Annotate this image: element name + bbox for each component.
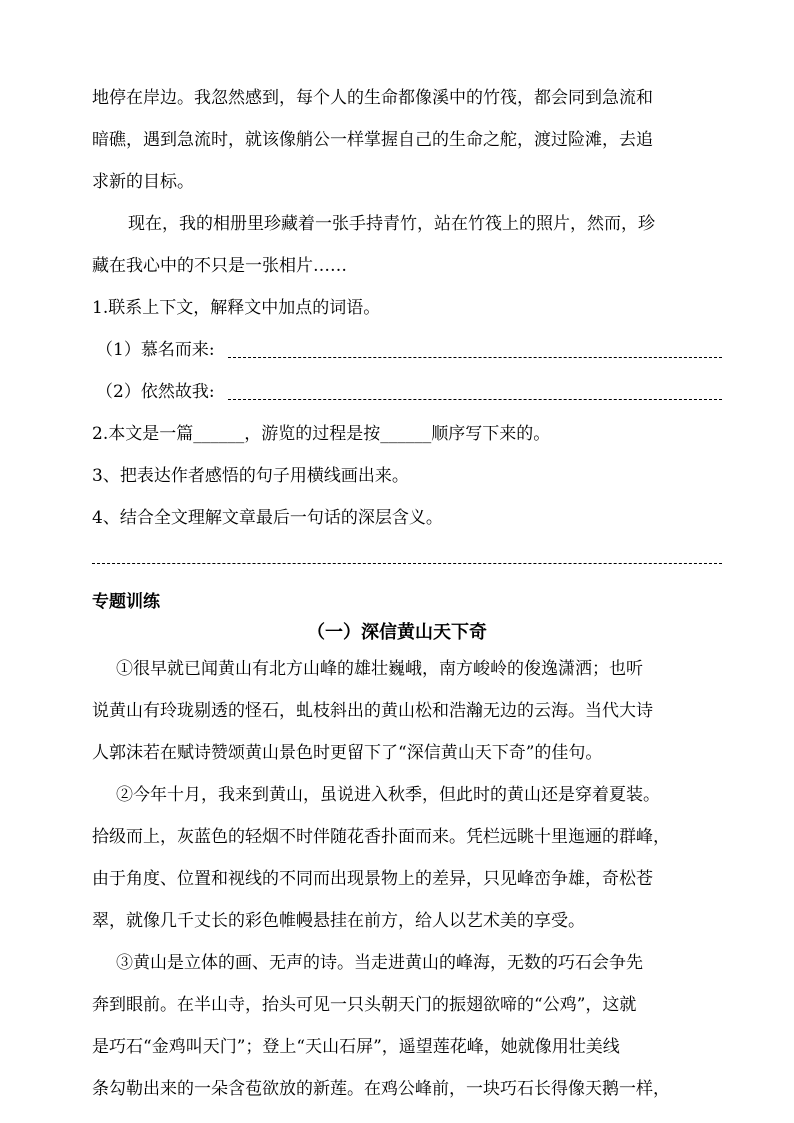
paragraph-line: 由于角度、位置和视线的不同而出现景物上的差异，只见峰峦争雄，奇松苍 [92, 869, 653, 889]
paragraph-line: 说黄山有玲珑剔透的怪石，虬枝斜出的黄山松和浩瀚无边的云海。当代大诗 [92, 701, 653, 721]
paragraph-line: 条勾勒出来的一朵含苞欲放的新莲。在鸡公峰前，一块巧石长得像天鹅一样， [92, 1079, 670, 1099]
paragraph-line: 是巧石“金鸡叫天门”；登上“天山石屏”，遥望莲花峰，她就像用壮美线 [92, 1037, 620, 1057]
paragraph-line: ①很早就已闻黄山有北方山峰的雄壮巍峨，南方峻岭的俊逸潇洒；也听 [116, 659, 643, 679]
question-1a-label: （1）慕名而来: [96, 340, 215, 360]
answer-blank-4[interactable] [92, 563, 722, 564]
paragraph-line: 奔到眼前。在半山寺，抬头可见一只头朝天门的振翅欲啼的“公鸡”，这就 [92, 995, 637, 1015]
question-1: 1.联系上下文，解释文中加点的词语。 [92, 298, 381, 318]
paragraph-line: ②今年十月，我来到黄山，虽说进入秋季，但此时的黄山还是穿着夏装。 [116, 785, 660, 805]
question-2: 2.本文是一篇______，游览的过程是按______顺序写下来的。 [92, 424, 551, 444]
passage-line: 地停在岸边。我忽然感到，每个人的生命都像溪中的竹筏，都会同到急流和 [92, 88, 653, 108]
answer-blank-1b[interactable] [228, 399, 722, 400]
article-title: （一）深信黄山天下奇 [307, 622, 487, 643]
paragraph-line: 拾级而上，灰蓝色的轻烟不时伴随花香扑面而来。凭栏远眺十里迤逦的群峰， [92, 827, 670, 847]
passage-line: 暗礁，遇到急流时，就该像艄公一样掌握自己的生命之舵，渡过险滩，去追 [92, 130, 653, 150]
passage-line: 求新的目标。 [92, 172, 194, 192]
paragraph-line: 翠，就像几千丈长的彩色帷幔悬挂在前方，给人以艺术美的享受。 [92, 911, 585, 931]
question-4: 4、结合全文理解文章最后一句话的深层含义。 [92, 508, 443, 528]
paragraph-line: 人郭沫若在赋诗赞颂黄山景色时更留下了“深信黄山天下奇”的佳句。 [92, 743, 603, 763]
question-1b-label: （2）依然故我: [96, 382, 215, 402]
section-heading: 专题训练 [92, 592, 160, 612]
question-3: 3、把表达作者感悟的句子用横线画出来。 [92, 466, 409, 486]
paragraph-line: ③黄山是立体的画、无声的诗。当走进黄山的峰海，无数的巧石会争先 [116, 953, 643, 973]
passage-line: 现在，我的相册里珍藏着一张手持青竹，站在竹筏上的照片，然而，珍 [128, 214, 655, 234]
answer-blank-1a[interactable] [228, 357, 722, 358]
passage-line: 藏在我心中的不只是一张相片…… [92, 256, 347, 276]
